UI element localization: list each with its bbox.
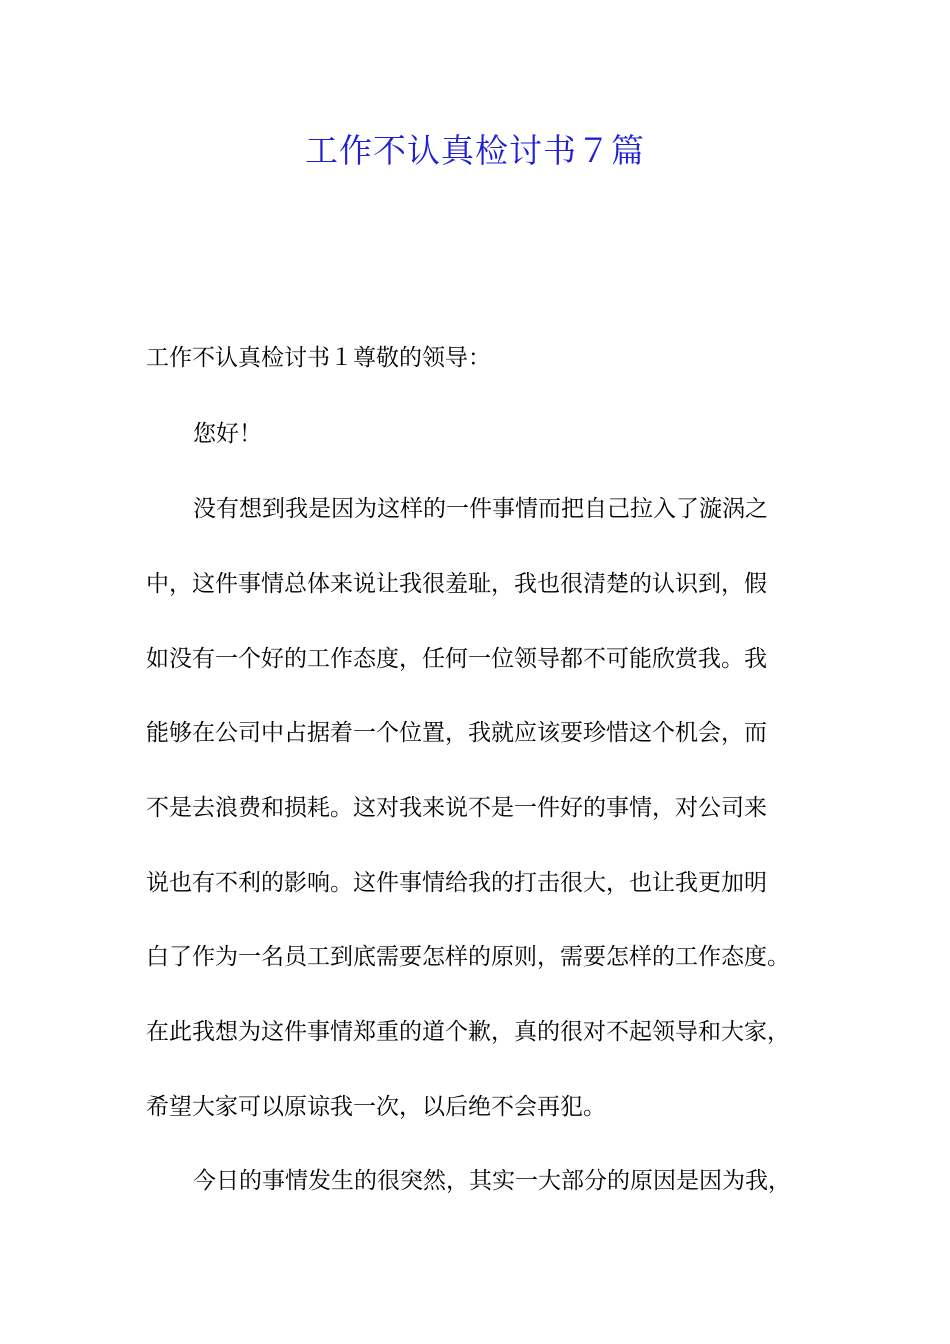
- text-line-greeting: 您好！: [193, 421, 262, 447]
- text-line: 如没有一个好的工作态度，任何一位领导都不可能欣赏我。我: [146, 646, 767, 672]
- text-line: 白了作为一名员工到底需要怎样的原则，需要怎样的工作态度。: [146, 944, 790, 970]
- document-title: 工作不认真检讨书７篇: [305, 131, 645, 170]
- text-line: 希望大家可以原谅我一次，以后绝不会再犯。: [146, 1094, 606, 1120]
- text-line: 中，这件事情总体来说让我很羞耻，我也很清楚的认识到，假: [146, 571, 767, 597]
- text-line-heading: 工作不认真检讨书１尊敬的领导：: [146, 345, 491, 371]
- text-line: 没有想到我是因为这样的一件事情而把自己拉入了漩涡之: [193, 496, 768, 522]
- text-line: 能够在公司中占据着一个位置，我就应该要珍惜这个机会，而: [146, 720, 767, 746]
- text-line: 今日的事情发生的很突然，其实一大部分的原因是因为我，: [193, 1168, 791, 1194]
- text-line: 不是去浪费和损耗。这对我来说不是一件好的事情，对公司来: [146, 795, 767, 821]
- text-line: 在此我想为这件事情郑重的道个歉，真的很对不起领导和大家，: [146, 1019, 790, 1045]
- text-line: 说也有不利的影响。这件事情给我的打击很大，也让我更加明: [146, 870, 767, 896]
